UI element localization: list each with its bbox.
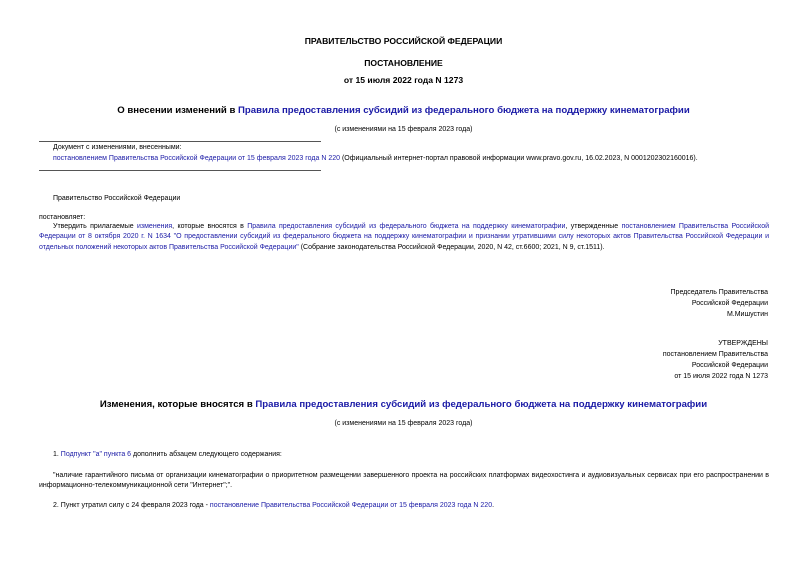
repeal-decree-link[interactable]: постановление Правительства Российской Федерации от 15 февраля 2023 года N 220	[209, 502, 493, 509]
signature-name: М.Мишустин	[726, 311, 768, 318]
amendment-source: (Официальный интернет-портал правовой информации www.pravo.gov.ru, 16.02.2023, N 0001202302160016).	[340, 155, 698, 162]
document-title	[0, 105, 807, 116]
decree-text-4: (Собрание законодательства Российской Федерации, 2020, N 42, ст.6600; 2021, N 9, ст.1511).	[298, 243, 605, 251]
date-number-heading: от 15 июля 2022 года N 1273	[343, 75, 464, 85]
subparagraph-link[interactable]: Подпункт "а" пункта 6	[60, 451, 132, 458]
item-1	[53, 451, 282, 458]
decree-text-2: , которые вносятся в	[172, 223, 248, 230]
item-2	[53, 502, 494, 509]
signature-block	[671, 287, 768, 320]
amendments-line	[53, 155, 698, 162]
approved-block	[663, 338, 768, 382]
changes-rules-link[interactable]: Правила предоставления субсидий из федерального бюджета на поддержку кинематографии	[255, 399, 708, 410]
amended-note: (с изменениями на 15 февраля 2023 года)	[334, 126, 473, 133]
item-2-text: 2. Пункт утратил силу с 24 февраля 2023 года -	[53, 502, 210, 509]
item-1-text: дополнить абзацем следующего содержания:	[131, 451, 282, 458]
changes-link[interactable]: изменения	[137, 223, 173, 230]
rules-link[interactable]: Правила предоставления субсидий из федерального бюджета на поддержку кинематографии	[238, 105, 690, 116]
preamble-government: Правительство Российской Федерации	[53, 195, 181, 202]
signature-title: Председатель Правительства	[670, 289, 768, 296]
changes-amended-note: (с изменениями на 15 февраля 2023 года)	[334, 420, 473, 427]
title-prefix: О внесении изменений в	[117, 105, 239, 116]
quoted-paragraph: "наличие гарантийного письма от организации кинематографии о приоритетном размещении завершенного проекта на российских платформах видеохостинга и аудиовизуальных сервисах при его распространении в информационно-телекоммуникационной сети "Интернет";".	[39, 472, 769, 490]
decree-text-3: , утвержденные	[565, 223, 622, 230]
divider-top	[39, 141, 321, 142]
divider-bottom	[39, 170, 321, 171]
rules-link-inline[interactable]: Правила предоставления субсидий из федерального бюджета на поддержку кинематографии	[247, 223, 566, 230]
amendment-decree-link[interactable]: постановлением Правительства Российской Федерации от 15 февраля 2023 года N 220	[53, 155, 340, 162]
decree-text-1: Утвердить прилагаемые	[53, 223, 137, 230]
doc-type-heading: ПОСТАНОВЛЕНИЕ	[364, 58, 443, 68]
amendments-label: Документ с изменениями, внесенными:	[53, 144, 182, 151]
preamble-decrees: постановляет:	[39, 214, 86, 221]
changes-title	[0, 399, 807, 410]
decree-1634-link[interactable]: постановлением Правительства Российской Федерации от 8 октября 2020 г. N 1634 "О предоставлении субсидий из федерального бюджета на поддержку кинематографии и признании утратившими силу некоторых актов Правительства Российской Федерации и отдельных положений некоторых актов Правительства Российской Федерации"	[39, 223, 769, 251]
approved-org: Российской Федерации	[691, 362, 768, 369]
org-heading: ПРАВИТЕЛЬСТВО РОССИЙСКОЙ ФЕДЕРАЦИИ	[304, 36, 503, 46]
approved-heading: УТВЕРЖДЕНЫ	[718, 340, 768, 347]
signature-org: Российской Федерации	[691, 300, 768, 307]
approved-date: от 15 июля 2022 года N 1273	[674, 373, 768, 380]
approved-by: постановлением Правительства	[662, 351, 768, 358]
item-1-number: 1.	[53, 451, 61, 458]
changes-title-prefix: Изменения, которые вносятся в	[99, 399, 256, 410]
item-2-end: .	[492, 502, 495, 509]
decree-paragraph	[39, 222, 769, 253]
